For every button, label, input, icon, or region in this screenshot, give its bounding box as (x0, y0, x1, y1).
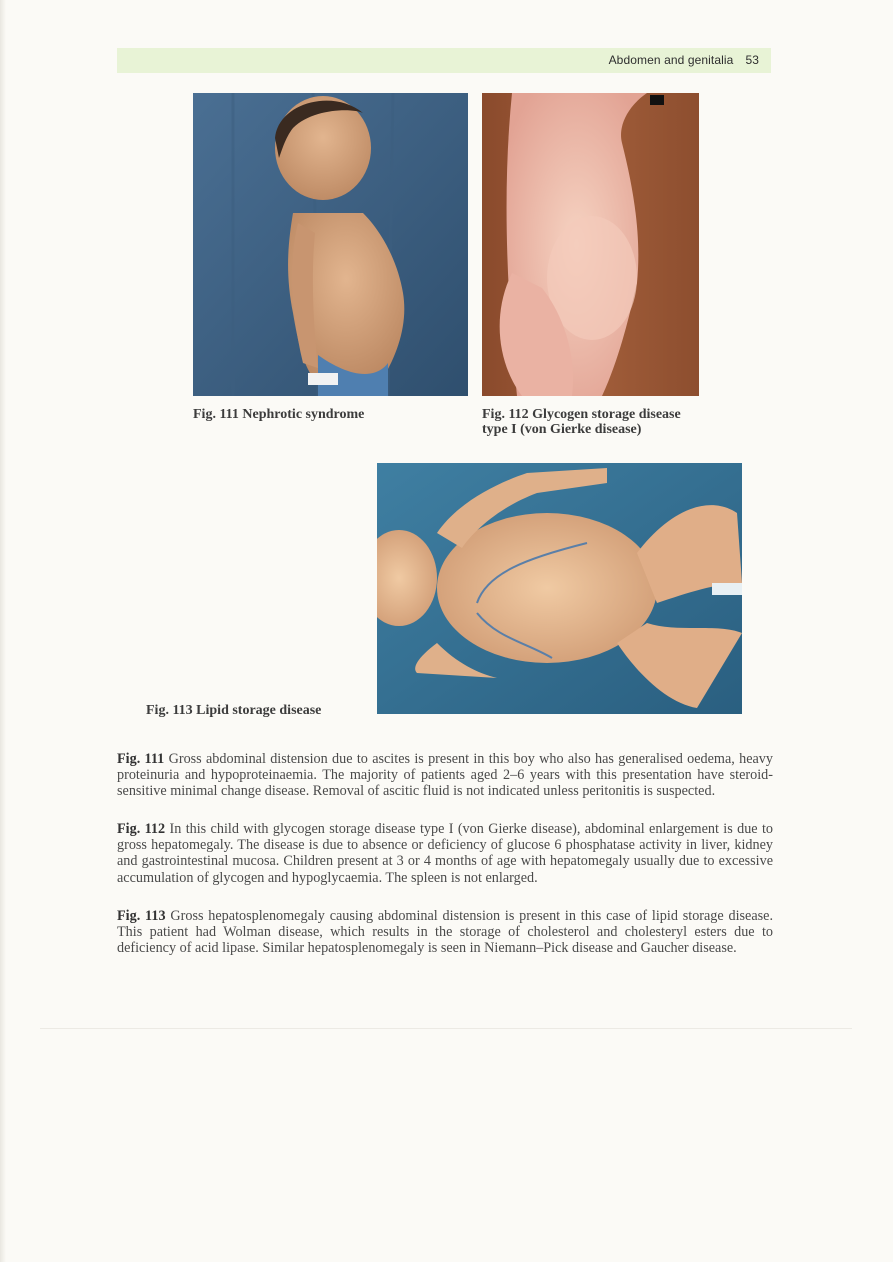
figure-113-caption-text: Lipid storage disease (196, 703, 322, 718)
figure-113-label: Fig. 113 (146, 703, 193, 718)
page-number: 53 (745, 53, 759, 67)
paragraph-text: In this child with glycogen storage disease type I (von Gierke disease), abdominal enlargement is due to gross hepatomegaly. The disease is due to absence or deficiency of glucose 6 phosphatase activity in liver, kidney and gastrointestinal mucosa. Children present at 3 or 4 months of age with hepatomegaly usually due to excessive accumulation of glycogen and hypoglycaemia. The spleen is not enlarged. (117, 821, 774, 886)
figure-112-caption (482, 407, 697, 437)
paragraph-fig-113 (117, 908, 773, 957)
page-edge-shadow (0, 0, 6, 1262)
header-text (609, 53, 759, 67)
paragraph-fig-111 (117, 751, 773, 800)
figure-111-caption (193, 407, 463, 422)
paragraph-lead: Fig. 111 (117, 751, 165, 767)
figure-111-caption-text: Nephrotic syndrome (242, 407, 365, 422)
paragraph-lead: Fig. 112 (117, 821, 166, 837)
figure-113-caption (146, 703, 371, 718)
paragraph-text: Gross abdominal distension due to ascites is present in this boy who also has generalised oedema, heavy proteinuria and hypoproteinaemia. The majority of patients aged 2–6 years with this presentation have steroid-sensitive minimal change disease. Removal of ascitic fluid is not indicated unless peritonitis is suspected. (117, 751, 773, 800)
section-title: Abdomen and genitalia (608, 53, 734, 67)
figure-112-label: Fig. 112 (482, 407, 529, 422)
figure-111-photo (193, 93, 468, 396)
figure-111-label: Fig. 111 (193, 407, 239, 422)
running-header (117, 48, 771, 73)
figure-113-photo (377, 463, 742, 714)
paragraph-fig-112 (117, 821, 773, 886)
page-footer-divider (40, 1028, 852, 1029)
figure-112-photo (482, 93, 699, 396)
paragraph-text: Gross hepatosplenomegaly causing abdominal distension is present in this case of lipid storage disease. This patient had Wolman disease, which results in the storage of cholesterol and cholesteryl esters due to deficiency of acid lipase. Similar hepatosplenomegaly is seen in Niemann–Pick disease and Gaucher disease. (117, 908, 774, 957)
paragraph-lead: Fig. 113 (117, 908, 166, 924)
figure-112-caption-text: Glycogen storage disease type I (von Gierke disease) (482, 407, 681, 437)
